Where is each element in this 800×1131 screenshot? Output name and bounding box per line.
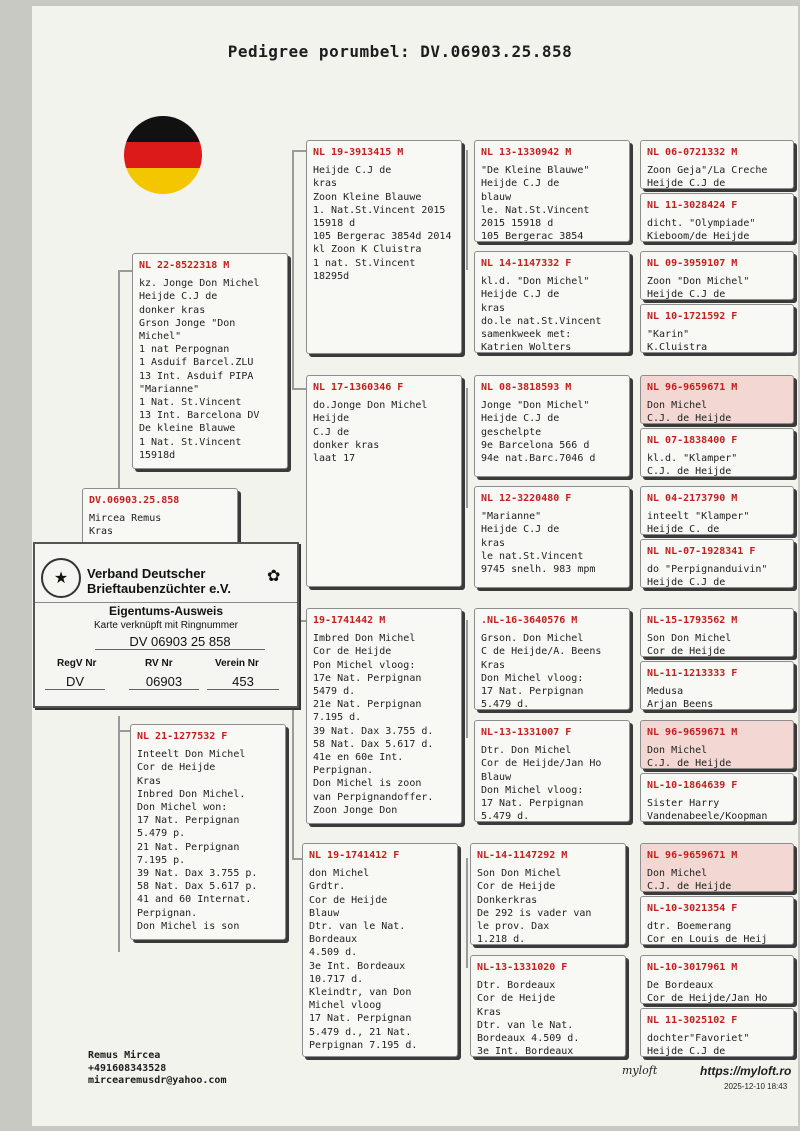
g4-box [640,720,794,769]
g4-ring: NL 96-9659671 M [647,850,738,861]
g4-info: do "Perpignanduivin" Heijde C.J de [647,564,768,588]
owner-phone: +491608343528 [88,1062,167,1074]
grandparent-info: Heijde C.J de kras Zoon Kleine Blauwe 1. Nat.St.Vincent 2015 15918 d 105 Bergerac 3854d 2014 kl Zoon K Cluistra 1 nat. St.Vincent 18295d [313,165,452,282]
verein-value: 453 [207,674,279,690]
connector [292,388,306,390]
great-grandparent-box [470,955,626,1057]
owner-name: Remus Mircea [88,1050,161,1061]
great-grandparent-info: kl.d. "Don Michel" Heijde C.J de kras do.le nat.St.Vincent samenkweek met: Katrien Wolters [481,276,602,353]
dam-info: Inteelt Don Michel Cor de Heijde Kras Inbred Don Michel. Don Michel won: 17 Nat. Perpignan 5.479 p. 21 Nat. Perpignan 7.195 p. 39 Nat. Dax 3.755 p. 58 Nat. Dax 5.617 p. 41 and 60 Internat. Perpignan. Don Michel is son [137,749,258,932]
g4-ring: NL-10-3021354 F [647,903,738,914]
connector [292,150,294,390]
g4-info: kl.d. "Klamper" C.J. de Heijde [647,453,738,477]
g4-info: Zoon Geja"/La Creche Heijde C.J de [647,165,768,189]
verein-label: Verein Nr [215,658,259,669]
dam-ring: NL 21-1277532 F [137,731,228,742]
grandparent-ring: 19-1741442 M [313,615,386,626]
grandparent-info: Imbred Don Michel Cor de Heijde Pon Michel vloog: 17e Nat. Perpignan 5479 d. 21e Nat. Perpignan 7.195 d. 39 Nat. Dax 3.755 d. 58 Nat. Dax 5.617 d. 41e en 60e Int. Perpignan. Don Michel is zoon van Perpignandoffer. Zoon Jonge Don [313,633,434,816]
grandparent-box [302,843,458,1057]
card-title: Eigentums-Ausweis [108,604,224,618]
g4-info: Medusa Arjan Beens [647,686,714,710]
g4-ring: NL 06-0721332 M [647,147,738,158]
g4-box [640,304,794,353]
g4-box [640,1008,794,1057]
great-grandparent-box [474,720,630,822]
great-grandparent-box [470,843,626,945]
great-grandparent-ring: NL 14-1147332 F [481,258,572,269]
g4-box [640,375,794,424]
grandparent-ring: NL 19-3913415 M [313,147,404,158]
great-grandparent-box [474,375,630,477]
grandparent-box [306,375,462,587]
g4-box [640,955,794,1004]
card-ring-number: DV 06903 25 858 [95,634,265,650]
g4-box [640,896,794,945]
great-grandparent-box [474,608,630,710]
page-title: Pedigree porumbel: DV.06903.25.858 [227,42,573,61]
g4-ring: NL 09-3959107 M [647,258,738,269]
great-grandparent-box [474,251,630,353]
great-grandparent-info: "De Kleine Blauwe" Heijde C.J de blauw le. Nat.St.Vincent 2015 15918 d 105 Bergerac 3854 [481,165,590,242]
sire-info: kz. Jonge Don Michel Heijde C.J de donker kras Grson Jonge "Don Michel" 1 nat Perpognan 1 Asduif Barcel.ZLU 13 Int. Asduif PIPA "Marianne" 1 Nat. St.Vincent 13 Int. Barcelona DV De kleine Blauwe 1 Nat. St.Vincent 15918d [139,278,260,461]
regv-value: DV [45,674,105,690]
great-grandparent-info: Dtr. Don Michel Cor de Heijde/Jan Ho Blauw Don Michel vloog: 17 Nat. Perpignan 5.479 d. [481,745,602,822]
g4-ring: NL 07-1838400 F [647,435,738,446]
dam-box [130,724,286,940]
grandparent-ring: NL 19-1741412 F [309,850,400,861]
sire-box [132,253,288,469]
g4-info: dtr. Boemerang Cor en Louis de Heij [647,921,768,945]
pigeon-icon: ✿ [267,568,281,585]
g4-box [640,251,794,300]
g4-info: Don Michel C.J. de Heijde [647,745,732,769]
connector [466,858,468,968]
great-grandparent-ring: NL 08-3818593 M [481,382,572,393]
g4-box [640,140,794,189]
germany-flag-icon [124,116,202,194]
subject-info: Mircea Remus Kras [89,513,162,538]
connector [292,150,306,152]
g4-info: dochter"Favoriet" Heijde C.J de [647,1033,750,1057]
g4-ring: NL 11-3028424 F [647,200,738,211]
sire-ring: NL 22-8522318 M [139,260,230,271]
connector [466,388,468,508]
g4-ring: NL NL-07-1928341 F [647,546,756,557]
great-grandparent-ring: NL-13-1331020 F [477,962,568,973]
connector [466,620,468,738]
great-grandparent-ring: NL 12-3220480 F [481,493,572,504]
grandparent-box [306,608,462,824]
great-grandparent-ring: NL 13-1330942 M [481,147,572,158]
g4-ring: NL 96-9659671 M [647,382,738,393]
g4-ring: NL-11-1213333 F [647,668,738,679]
g4-box [640,539,794,588]
great-grandparent-ring: NL-14-1147292 M [477,850,568,861]
grandparent-info: do.Jonge Don Michel Heijde C.J de donker kras laat 17 [313,400,428,465]
rv-label: RV Nr [145,658,173,669]
g4-info: Sister Harry Vandenabeele/Koopman [647,798,768,822]
g4-ring: NL-10-1864639 F [647,780,738,791]
g4-box [640,843,794,892]
g4-ring: NL 04-2173790 M [647,493,738,504]
card-org-line1: Verband Deutscher [87,566,206,581]
regv-label: RegV Nr [57,658,97,669]
great-grandparent-box [474,140,630,242]
g4-ring: NL 10-1721592 F [647,311,738,322]
grandparent-info: don Michel Grdtr. Cor de Heijde Blauw Dtr. van le Nat. Bordeaux 4.509 d. 3e Int. Bordeaux 10.717 d. Kleindtr, van Don Michel vloog 17 Nat. Perpignan 5.479 d., 21 Nat. Perpignan 7.195 d. [309,868,418,1051]
great-grandparent-info: Jonge "Don Michel" Heijde C.J de geschelpte 9e Barcelona 566 d 94e nat.Barc.7046 d [481,400,596,465]
great-grandparent-ring: .NL-16-3640576 M [481,615,578,626]
connector [466,150,468,270]
g4-ring: NL 11-3025102 F [647,1015,738,1026]
g4-info: De Bordeaux Cor de Heijde/Jan Ho [647,980,768,1004]
great-grandparent-box [474,486,630,588]
vdbt-logo-icon: ★ [41,558,81,598]
g4-info: "Karin" K.Cluistra [647,329,708,353]
g4-ring: NL-15-1793562 M [647,615,738,626]
great-grandparent-info: Son Don Michel Cor de Heijde Donkerkras De 292 is vader van le prov. Dax 1.218 d. [477,868,592,945]
great-grandparent-info: Grson. Don Michel C de Heijde/A. Beens Kras Don Michel vloog: 17 Nat. Perpignan 5.479 d. [481,633,602,710]
card-org-line2: Brieftaubenzüchter e.V. [87,581,232,596]
g4-info: inteelt "Klamper" Heijde C. de [647,511,750,535]
g4-box [640,608,794,657]
grandparent-ring: NL 17-1360346 F [313,382,404,393]
grandparent-box [306,140,462,354]
owner-email: mircearemusdr@yahoo.com [88,1075,227,1086]
subject-ring: DV.06903.25.858 [89,495,180,506]
great-grandparent-info: "Marianne" Heijde C.J de kras le nat.St.Vincent 9745 snelh. 983 mpm [481,511,596,576]
site-link[interactable]: https://myloft.ro [700,1064,792,1078]
g4-box [640,661,794,710]
connector [118,730,130,732]
g4-info: Don Michel C.J. de Heijde [647,868,732,892]
connector [118,716,120,952]
g4-ring: NL-10-3017961 M [647,962,738,973]
g4-info: Son Don Michel Cor de Heijde [647,633,732,657]
ownership-card [33,542,299,708]
card-subtitle: Karte verknüpft mit Ringnummer [94,620,238,631]
myloft-logo: myloft [622,1064,658,1077]
connector [118,270,120,500]
g4-box [640,193,794,242]
g4-ring: NL 96-9659671 M [647,727,738,738]
great-grandparent-info: Dtr. Bordeaux Cor de Heijde Kras Dtr. van le Nat. Bordeaux 4.509 d. 3e Int. Bordeaux [477,980,580,1057]
g4-info: dicht. "Olympiade" Kieboom/de Heijde [647,218,756,242]
rv-value: 06903 [129,674,199,690]
timestamp: 2025-12-10 18:43 [724,1082,788,1091]
owner-contact [88,1050,226,1088]
g4-box [640,773,794,822]
g4-info: Zoon "Don Michel" Heijde C.J de [647,276,750,300]
g4-box [640,428,794,477]
g4-info: Don Michel C.J. de Heijde [647,400,732,424]
g4-box [640,486,794,535]
subject-box [82,488,238,548]
great-grandparent-ring: NL-13-1331007 F [481,727,572,738]
